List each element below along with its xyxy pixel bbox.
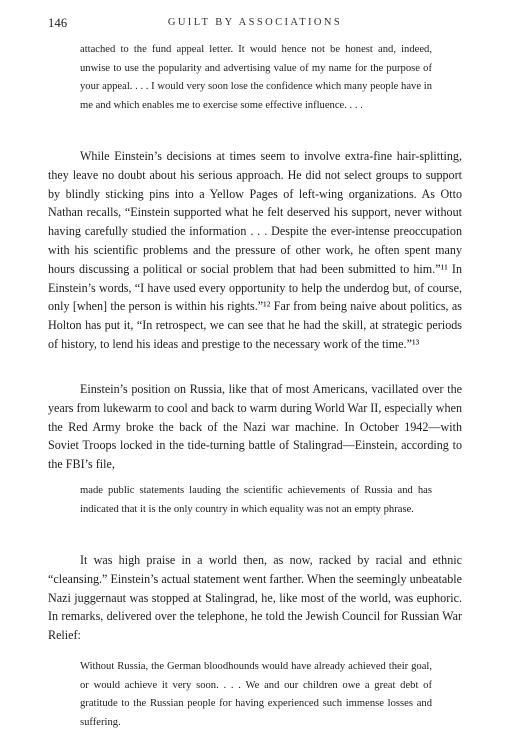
block-quote-russian-war-relief [48, 658, 462, 732]
page-number: 146 [48, 16, 68, 30]
running-title: GUILT BY ASSOCIATIONS [167, 17, 343, 28]
paragraph-text: It was high praise in a world then, as now, racked by racial and ethnic “cleansing.” Einstein’s actual statement went farther. When the seemingly unbeatable Nazi juggernaut was stopped at Stalingrad, he, like most of the world, was euphoric. In remarks, delivered over the telephone, he told the Jewish Council for Russian War Relief: [48, 553, 462, 643]
paragraph-text: Einstein’s position on Russia, like that of most Americans, vacillated over the years from lukewarm to cool and back to warm during World War II, especially when the Red Army broke the back of the Nazi war machine. In October 1942—with Soviet Troops locked in the tide-turning battle of Stalingrad—Einstein, according to the FBI’s file, [48, 382, 462, 472]
block-quote-fbi-file [48, 482, 462, 519]
paragraph-position-on-russia [48, 380, 462, 474]
paragraph-high-praise [48, 551, 462, 645]
block-quote-text: Without Russia, the German bloodhounds would have already achieved their goal, or would achieve it very soon. . . . We and our children owe a great debt of gratitude to the Russian people for having experienced such immense losses and suffering. [80, 661, 432, 728]
paragraph-text: While Einstein’s decisions at times seem to involve extra-fine hair-splitting, they leave no doubt about his serious approach. He did not select groups to support by blindly sticking pins into a Yellow Pages of left-wing organizations. As Otto Nathan recalls, “Einstein supported what he felt deserved his support, never without having carefully studied the information . . . Despite the ever-intense preoccupation with his scientific problems and the pressure of other work, he often spent many hours discussing a political or social problem that had been submitted to him.”¹¹ In Einstein’s words, “I have used every opportunity to help the underdog but, of course, only [when] the person is within his rights.”¹² Far from being naive about politics, as Holton has put it, “In retrospect, we can see that he had the skill, at strategic periods of history, to lend his ideas and prestige to the necessary work of the time.”¹³ [48, 149, 462, 351]
paragraph-einstein-decisions [48, 147, 462, 354]
block-quote-text: made public statements lauding the scientific achievements of Russia and has indicated that it is the only country in which equality was not an empty phrase. [80, 485, 432, 515]
block-quote-text: attached to the fund appeal letter. It would hence not be honest and, indeed, unwise to use the popularity and advertising value of my name for the purpose of your appeal. . . . I would very soon lose the confidence which many people have in me and which enables me to exercise some effective influence. . . . [80, 44, 432, 111]
block-quote-fund-appeal [48, 41, 462, 115]
running-head [48, 16, 462, 32]
